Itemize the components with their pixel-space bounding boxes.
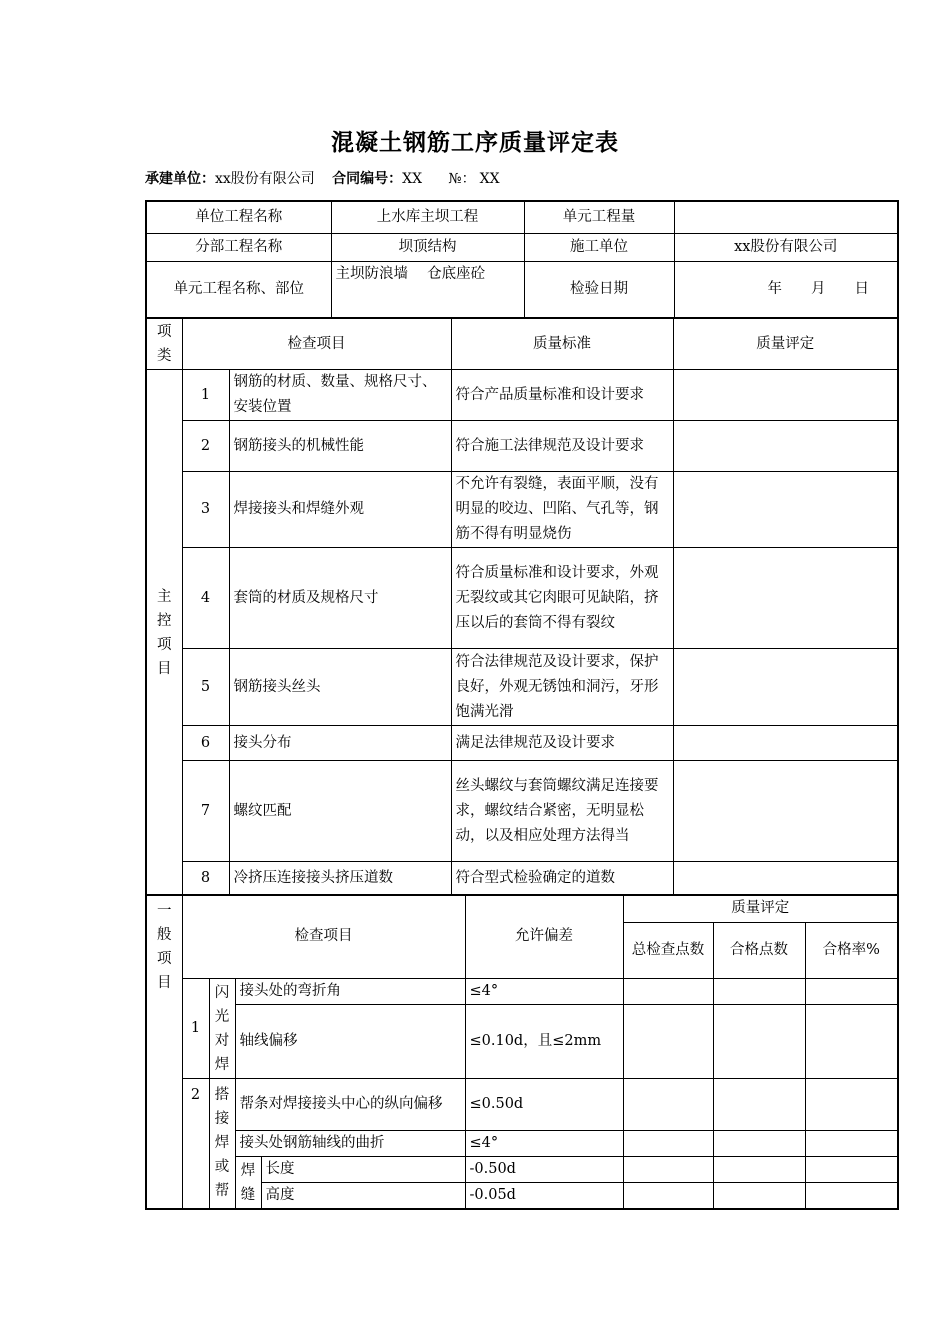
contractor-label: 承建单位： <box>145 171 215 187</box>
general-items-table <box>145 894 899 1210</box>
pass-points-header: 合格点数 <box>713 923 805 979</box>
total-points-cell[interactable] <box>623 1079 713 1131</box>
check-item: 长度 <box>261 1157 465 1183</box>
sub-project-label: 分部工程名称 <box>146 233 331 261</box>
total-points-cell[interactable] <box>623 1005 713 1079</box>
evaluation-cell[interactable] <box>673 548 898 649</box>
number-label: №： <box>448 171 476 187</box>
pass-points-cell[interactable] <box>713 1005 805 1079</box>
evaluation-cell[interactable] <box>673 472 898 548</box>
check-item: 钢筋的材质、数量、规格尺寸、安装位置 <box>229 370 451 421</box>
quality-evaluation-header: 质量评定 <box>673 319 898 370</box>
tolerance: ≤4° <box>465 979 623 1005</box>
row-number: 8 <box>182 862 229 896</box>
inspection-date-label: 检验日期 <box>524 261 674 317</box>
row-number: 1 <box>182 370 229 421</box>
unit-quantity-value <box>674 201 898 233</box>
unit-quantity-label: 单元工程量 <box>524 201 674 233</box>
quality-standard: 符合法律规范及设计要求，保护良好，外观无锈蚀和洞污，牙形饱满光滑 <box>451 649 673 726</box>
pass-points-cell[interactable] <box>713 1183 805 1210</box>
category-column-header: 项类 <box>146 319 182 370</box>
quality-standard: 符合施工法律规范及设计要求 <box>451 421 673 472</box>
quality-standard: 符合型式检验确定的道数 <box>451 862 673 896</box>
contractor-value: xx股份有限公司 <box>215 171 315 187</box>
row-number: 2 <box>182 421 229 472</box>
main-control-table <box>145 318 899 896</box>
pass-rate-cell[interactable] <box>805 979 898 1005</box>
tolerance: ≤0.10d，且≤2mm <box>465 1005 623 1079</box>
quality-standard: 满足法律规范及设计要求 <box>451 726 673 761</box>
construction-unit-label: 施工单位 <box>524 233 674 261</box>
check-item: 帮条对焊接接头中心的纵向偏移 <box>235 1079 465 1131</box>
evaluation-cell[interactable] <box>673 421 898 472</box>
sub-project-value: 坝顶结构 <box>331 233 524 261</box>
pass-points-cell[interactable] <box>713 1131 805 1157</box>
row-number: 4 <box>182 548 229 649</box>
check-item: 高度 <box>261 1183 465 1210</box>
tolerance: -0.05d <box>465 1183 623 1210</box>
total-points-cell[interactable] <box>623 1131 713 1157</box>
pass-rate-header: 合格率% <box>805 923 898 979</box>
header-table <box>145 200 899 318</box>
check-item: 轴线偏移 <box>235 1005 465 1079</box>
group-type: 搭接焊或帮 <box>209 1079 235 1210</box>
construction-unit-value: xx股份有限公司 <box>674 233 898 261</box>
general-category: 一般项目 <box>146 895 182 1210</box>
check-item: 冷挤压连接接头挤压道数 <box>229 862 451 896</box>
pass-rate-cell[interactable] <box>805 1005 898 1079</box>
evaluation-cell[interactable] <box>673 649 898 726</box>
row-number: 6 <box>182 726 229 761</box>
check-item: 接头处钢筋轴线的曲折 <box>235 1131 465 1157</box>
check-item-header: 检查项目 <box>182 319 451 370</box>
page-title: 混凝土钢筋工序质量评定表 <box>331 130 619 156</box>
row-number: 5 <box>182 649 229 726</box>
evaluation-cell[interactable] <box>673 370 898 421</box>
pass-rate-cell[interactable] <box>805 1079 898 1131</box>
main-control-category: 主控项目 <box>146 370 182 896</box>
tolerance: -0.50d <box>465 1157 623 1183</box>
check-item: 套筒的材质及规格尺寸 <box>229 548 451 649</box>
general-evaluation-header: 质量评定 <box>623 895 898 923</box>
pass-rate-cell[interactable] <box>805 1157 898 1183</box>
check-item: 螺纹匹配 <box>229 761 451 862</box>
contract-number-label: 合同编号： <box>332 171 403 187</box>
tolerance: ≤0.50d <box>465 1079 623 1131</box>
quality-standard: 符合质量标准和设计要求，外观无裂纹或其它肉眼可见缺陷，挤压以后的套筒不得有裂纹 <box>451 548 673 649</box>
check-item: 接头处的弯折角 <box>235 979 465 1005</box>
pass-points-cell[interactable] <box>713 1079 805 1131</box>
row-number: 7 <box>182 761 229 862</box>
check-item: 钢筋接头丝头 <box>229 649 451 726</box>
check-item: 焊接接头和焊缝外观 <box>229 472 451 548</box>
quality-standard: 丝头螺纹与套筒螺纹满足连接要求，螺纹结合紧密，无明显松动，以及相应处理方法得当 <box>451 761 673 862</box>
total-points-header: 总检查点数 <box>623 923 713 979</box>
unit-name-part-label: 单元工程名称、部位 <box>146 261 331 317</box>
unit-name-part-value: 主坝防浪墙 仓底座砼 <box>331 261 524 317</box>
quality-standard: 不允许有裂缝，表面平顺，没有明显的咬边、凹陷、气孔等，钢筋不得有明显烧伤 <box>451 472 673 548</box>
meta-line <box>145 168 504 188</box>
total-points-cell[interactable] <box>623 1183 713 1210</box>
total-points-cell[interactable] <box>623 1157 713 1183</box>
inspection-date-value: 年 月 日 <box>674 261 898 317</box>
tolerance-header: 允许偏差 <box>465 895 623 979</box>
number-value: XX <box>479 171 500 187</box>
group-number: 2 <box>182 1079 209 1210</box>
evaluation-cell[interactable] <box>673 726 898 761</box>
row-number: 3 <box>182 472 229 548</box>
pass-rate-cell[interactable] <box>805 1131 898 1157</box>
pass-points-cell[interactable] <box>713 979 805 1005</box>
contract-number-value: XX <box>402 171 423 187</box>
group-type: 闪光对焊 <box>209 979 235 1079</box>
check-item: 接头分布 <box>229 726 451 761</box>
check-item: 钢筋接头的机械性能 <box>229 421 451 472</box>
unit-project-name-value: 上水库主坝工程 <box>331 201 524 233</box>
quality-standard: 符合产品质量标准和设计要求 <box>451 370 673 421</box>
unit-project-name-label: 单位工程名称 <box>146 201 331 233</box>
evaluation-cell[interactable] <box>673 761 898 862</box>
pass-points-cell[interactable] <box>713 1157 805 1183</box>
total-points-cell[interactable] <box>623 979 713 1005</box>
quality-standard-header: 质量标准 <box>451 319 673 370</box>
evaluation-cell[interactable] <box>673 862 898 896</box>
weld-label: 焊缝 <box>235 1157 261 1210</box>
tolerance: ≤4° <box>465 1131 623 1157</box>
group-number: 1 <box>182 979 209 1079</box>
general-check-item-header: 检查项目 <box>182 895 465 979</box>
pass-rate-cell[interactable] <box>805 1183 898 1210</box>
